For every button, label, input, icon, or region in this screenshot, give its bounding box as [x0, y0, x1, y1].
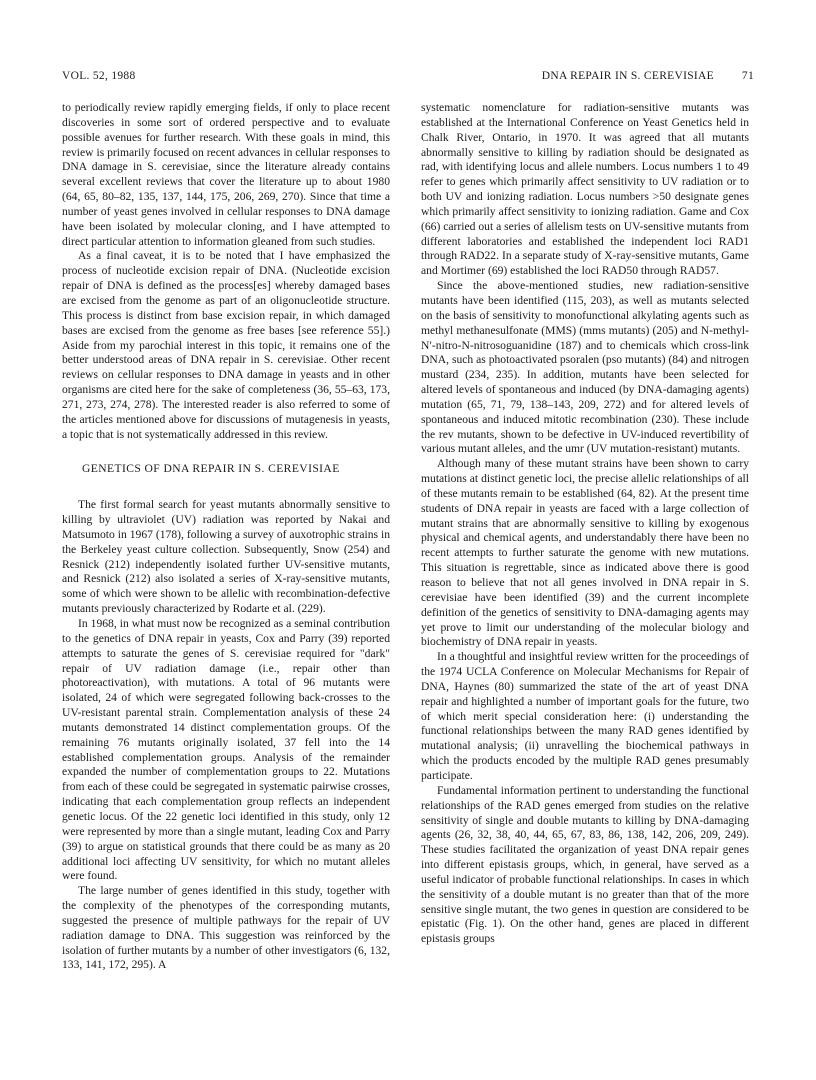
paragraph: In 1968, in what must now be recognized as a seminal contribution to the genetics of DNA repair in yeasts, Cox and Parry (39) reported attempts to saturate the genes of S. cerevisiae required for "dark" repair of UV radiation damage (i.e., repair other than photoreactivation), with mutations. A total of 96 mutants were isolated, 24 of which were segregated following back-crosses to the UV-resistant parental strain. Complementation analysis of these 24 mutants demonstrated 14 distinct complementation groups. Of the remaining 76 mutants originally isolated, 37 fell into the 14 established complementation groups. Analysis of the remainder expanded the number of complementation groups to 22. Mutations from each of these could be segregated in systematic pairwise crosses, indicating that each complementation group reflects an independent genetic locus. Of the 22 genetic loci identified in this study, only 12 were represented by more than a single mutant, leading Cox and Parry (39) to argue on statistical grounds that there could be as many as 20 additional loci affecting UV sensitivity, for which no mutant alleles were found.: [62, 617, 390, 883]
page-header: [62, 70, 754, 86]
paragraph: The first formal search for yeast mutants abnormally sensitive to killing by ultraviolet (UV) radiation was reported by Nakai and Matsumoto in 1967 (178), following a survey of auxotrophic strains in the Berkeley yeast culture collection. Subsequently, Snow (254) and Resnick (212) independently isolated further UV-sensitive mutants, and Resnick (212) also isolated a series of X-ray-sensitive mutants, some of which were shown to be allelic with recombination-defective mutants previously characterized by Rodarte et al. (229).: [62, 498, 390, 616]
paragraph: Although many of these mutant strains have been shown to carry mutations at distinct genetic loci, the precise allelic relationships of all of these mutants remain to be established (64, 82). At the present time students of DNA repair in yeasts are faced with a large collection of mutant strains that are abnormally sensitive to killing by exogenous physical and chemical agents, and understandably there have been no recent attempts to further saturate the genome with new mutations. This situation is regrettable, since as indicated above there is good reason to believe that not all genes involved in DNA repair in S. cerevisiae have been identified (39) and the current incomplete definition of the genetics of sensitivity to DNA-damaging agents may yet prove to limit our understanding of the molecular biology and biochemistry of DNA repair in yeasts.: [421, 457, 749, 649]
right-column: [421, 101, 749, 947]
paragraph: In a thoughtful and insightful review written for the proceedings of the 1974 UCLA Conference on Molecular Mechanisms for Repair of DNA, Haynes (80) summarized the state of the art of yeast DNA repair and highlighted a number of important goals for the future, two of which merit special consideration here: (i) understanding the functional relationships between the many RAD genes identified by mutational analysis; (ii) unravelling the biochemical pathways in which the products encoded by the multiple RAD genes presumably participate.: [421, 650, 749, 782]
left-column: [62, 101, 390, 973]
paragraph: As a final caveat, it is to be noted that I have emphasized the process of nucleotide excision repair of DNA. (Nucleotide excision repair of DNA is defined as the process[es] whereby damaged bases are excised from the genome as part of an oligonucleotide structure. This process is distinct from base excision repair, in which damaged bases are excised from the genome as free bases [see reference 55].) Aside from my parochial interest in this topic, it remains one of the better understood areas of DNA repair in S. cerevisiae. Other recent reviews on cellular responses to DNA damage in yeasts and in other organisms are cited here for the sake of completeness (36, 55–63, 173, 271, 273, 274, 278). The interested reader is also referred to some of the articles mentioned above for discussions of mutagenesis in yeasts, a topic that is not systematically addressed in this review.: [62, 249, 390, 441]
paragraph: Fundamental information pertinent to understanding the functional relationships of the RAD genes emerged from studies on the relative sensitivity of single and double mutants to killing by DNA-damaging agents (26, 32, 38, 40, 44, 65, 67, 83, 86, 138, 142, 206, 209, 249). These studies facilitated the organization of yeast DNA repair genes into different epistasis groups, which, in general, have served as a useful indicator of probable functional relationships. In cases in which the sensitivity of a double mutant is no greater than that of the more sensitive single mutant, the two genes in question are considered to be epistatic (Fig. 1). On the other hand, genes are placed in different epistasis groups: [421, 783, 749, 946]
paragraph: systematic nomenclature for radiation-sensitive mutants was established at the International Conference on Yeast Genetics held in Chalk River, Ontario, in 1970. It was agreed that all mutants abnormally sensitive to killing by radiation should be designated as rad, with identifying locus and allele numbers. Locus numbers 1 to 49 refer to genes which primarily affect sensitivity to UV radiation or to both UV and ionizing radiation. Locus numbers >50 designate genes which primarily affect sensitivity to ionizing radiation. Game and Cox (66) carried out a series of allelism tests on UV-sensitive mutants from different laboratories and established the independent loci RAD1 through RAD22. In a separate study of X-ray-sensitive mutants, Game and Mortimer (69) established the loci RAD50 through RAD57.: [421, 101, 749, 278]
running-title: DNA REPAIR IN S. CEREVISIAE: [541, 70, 714, 82]
section-heading: GENETICS OF DNA REPAIR IN S. CEREVISIAE: [82, 462, 340, 476]
paragraph: Since the above-mentioned studies, new radiation-sensitive mutants have been identified (115, 203), as well as mutants selected on the basis of sensitivity to monofunctional alkylating agents such as methyl methanesulfonate (MMS) (mms mutants) (205) and N-methyl-N′-nitro-N-nitrosoguanidine (187) and to chemicals which cross-link DNA, such as photoactivated psoralen (pso mutants) (84) and nitrogen mustard (234, 235). In addition, mutants have been selected for altered levels of spontaneous and induced (by DNA-damaging agents) mutation (65, 71, 79, 138–143, 209, 272) and for altered levels of spontaneous and induced mitotic recombination (230). These include the rev mutants, shown to be defective in UV-induced revertibility of various mutant alleles, and the umr (UV mutation-resistant) mutants.: [421, 279, 749, 456]
volume-label: VOL. 52, 1988: [62, 70, 136, 82]
paragraph: to periodically review rapidly emerging fields, if only to place recent discoveries in some sort of ordered perspective and to evaluate possible avenues for further research. With these goals in mind, this review is primarily focused on recent advances in cellular responses to DNA damage in S. cerevisiae, since the literature already contains several excellent reviews that cover the literature up to about 1980 (64, 65, 80–82, 135, 137, 144, 175, 206, 269, 270). Since that time a number of yeast genes involved in cellular responses to DNA damage have been isolated by molecular cloning, and I have attempted to direct particular attention to information gleaned from such studies.: [62, 101, 390, 248]
page-number: 71: [741, 70, 754, 82]
paragraph: The large number of genes identified in this study, together with the complexity of the phenotypes of the corresponding mutants, suggested the presence of multiple pathways for the repair of UV radiation damage to DNA. This suggestion was reinforced by the isolation of further mutants by a number of other investigators (6, 132, 133, 141, 172, 295). A: [62, 884, 390, 972]
